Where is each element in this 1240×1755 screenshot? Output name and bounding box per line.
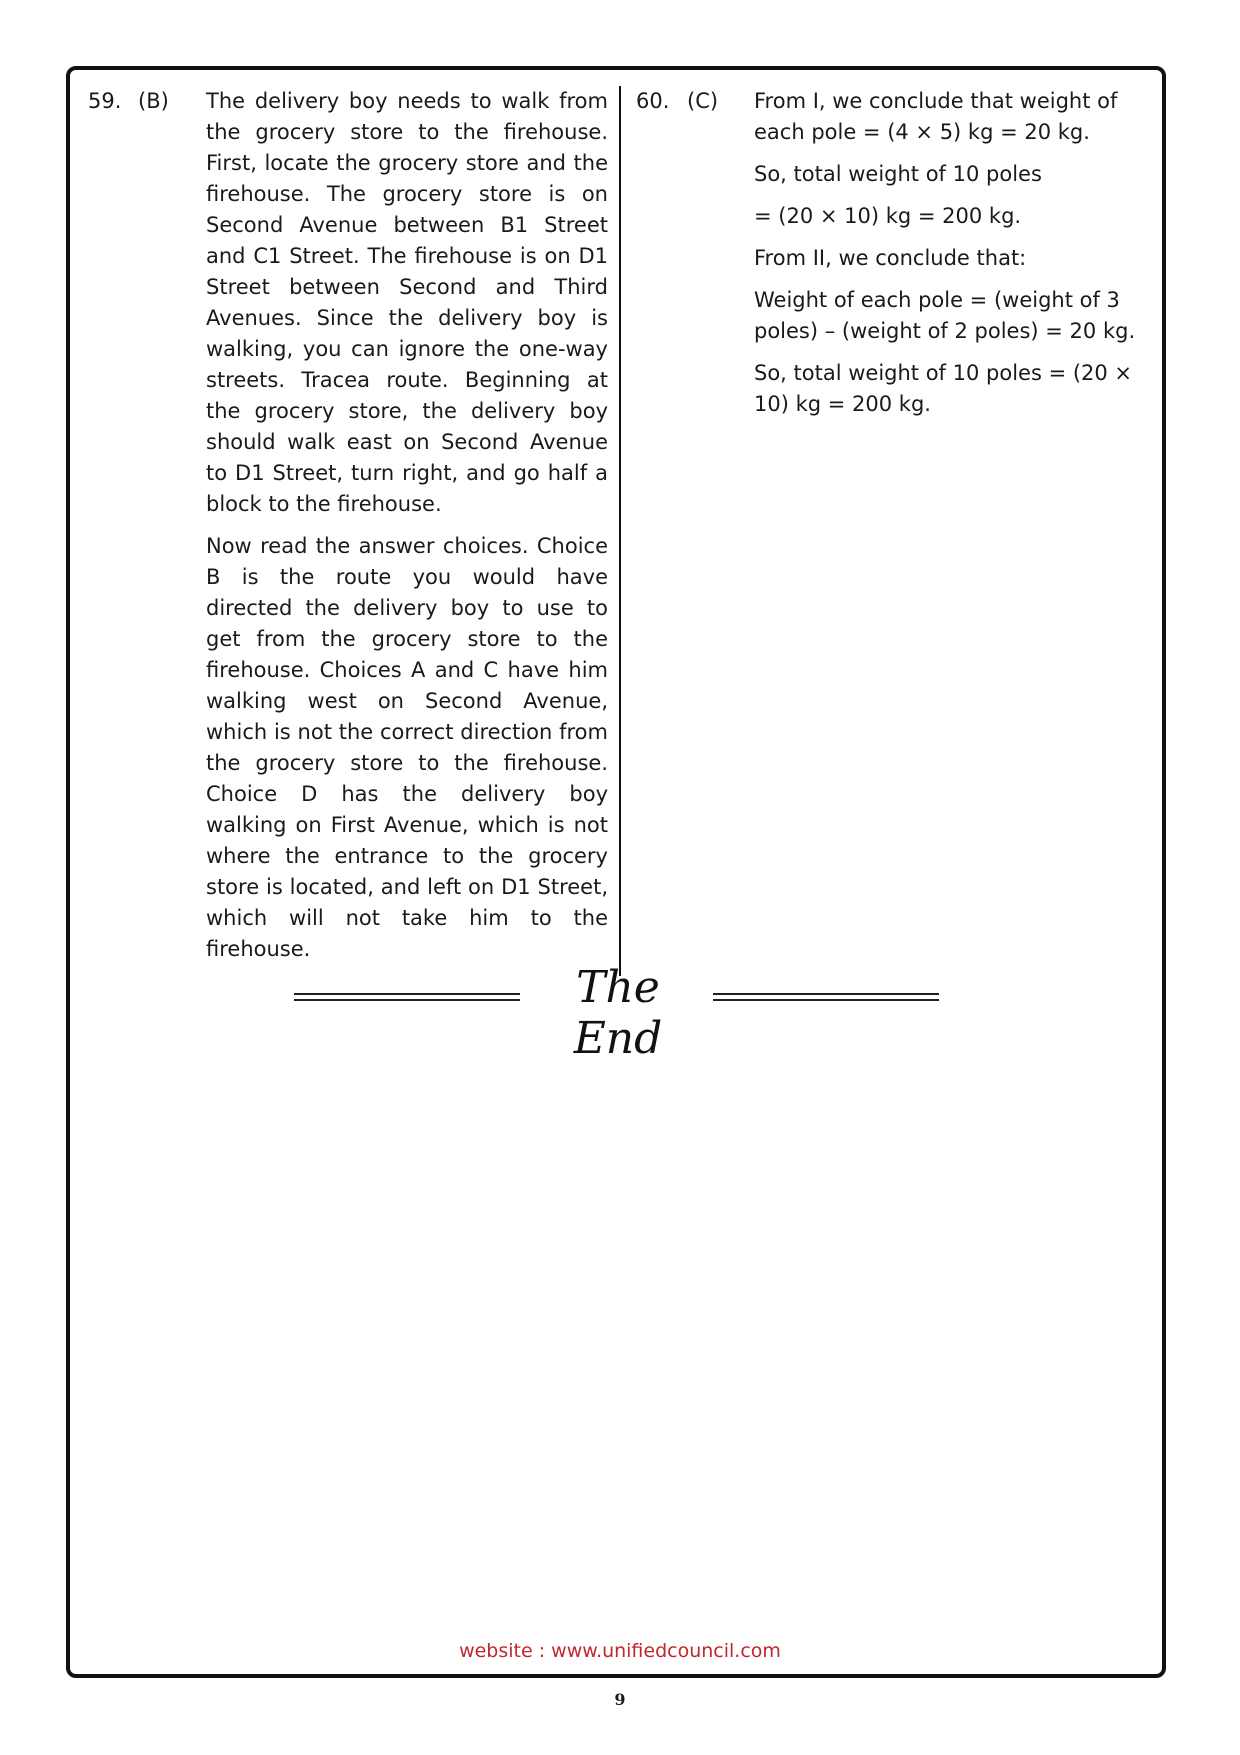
question-number: 59.	[88, 89, 122, 113]
solution-paragraph: = (20 × 10) kg = 200 kg.	[754, 204, 1022, 228]
answer-choice: (C)	[687, 89, 719, 113]
end-ornament-line-left	[294, 993, 520, 1001]
solution-paragraph: Weight of each pole = (weight of 3 poles) – (weight of 2 poles) = 20 kg.	[754, 288, 1136, 343]
solution-paragraph: From I, we conclude that weight of each pole = (4 × 5) kg = 20 kg.	[754, 89, 1118, 144]
solution-paragraph: So, total weight of 10 poles = (20 × 10) kg = 200 kg.	[754, 361, 1133, 416]
solution-paragraph: Now read the answer choices. Choice B is the route you would have directed the delivery boy to use to get from the grocery store to the firehouse. Choices A and C have him walking west on Second Avenue, which is not the correct direction from the grocery store to the firehouse. Choice D has the delivery boy walking on First Avenue, which is not where the entrance to the grocery store is located, and left on D1 Street, which will not take him to the firehouse.	[206, 534, 608, 961]
solution-paragraph: So, total weight of 10 poles	[754, 162, 1042, 186]
end-ornament-line-right	[713, 993, 939, 1001]
solution-text	[754, 86, 1154, 431]
answer-choice: (B)	[138, 89, 169, 113]
column-divider	[619, 86, 621, 976]
solution-text	[206, 86, 608, 976]
solution-paragraph: The delivery boy needs to walk from the grocery store to the firehouse. First, locate the grocery store and the firehouse. The grocery store is on Second Avenue between B1 Street and C1 Street. The firehouse is on D1 Street between Second and Third Avenues. Since the delivery boy is walking, you can ignore the one-way streets. Tracea route. Beginning at the grocery store, the delivery boy should walk east on Second Avenue to D1 Street, turn right, and go half a block to the firehouse.	[206, 89, 608, 516]
footer-website: website : www.unifiedcouncil.com	[459, 1640, 781, 1662]
solution-paragraph: From II, we conclude that:	[754, 246, 1027, 270]
the-end-heading: The End	[573, 962, 663, 1064]
question-number: 60.	[636, 89, 670, 113]
page-number: 9	[614, 1690, 626, 1709]
